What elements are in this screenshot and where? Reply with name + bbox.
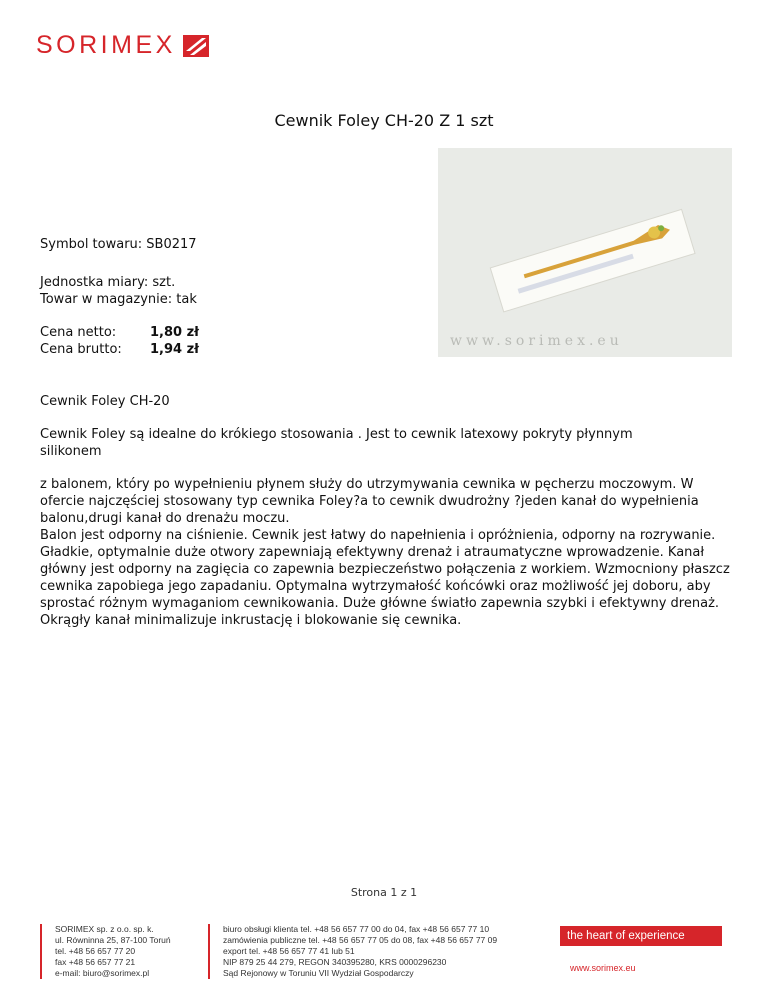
product-title: Cewnik Foley CH-20 Z 1 szt: [274, 111, 494, 130]
sorimex-logo: [36, 31, 210, 60]
footer-contact-details: [208, 924, 497, 979]
footer-line: SORIMEX sp. z o.o. sp. k.: [55, 924, 154, 934]
footer-line: Sąd Rejonowy w Toruniu VII Wydział Gospodarczy: [223, 968, 414, 978]
gross-price-row: [40, 341, 199, 358]
description-paragraph-1: Cewnik Foley są idealne do krókiego stosowania . Jest to cewnik latexowy pokryty płynnym silikonem: [40, 427, 633, 459]
footer-email: e-mail: biuro@sorimex.pl: [55, 968, 150, 978]
unit-of-measure: Jednostka miary: szt.: [40, 275, 176, 290]
product-symbol: Symbol towaru: SB0217: [40, 237, 197, 252]
photo-watermark: www.sorimex.eu: [450, 333, 623, 349]
description-heading: Cewnik Foley CH-20: [40, 394, 170, 409]
logo-mark-icon: [182, 34, 210, 58]
gross-price-label: Cena brutto:: [40, 342, 122, 357]
gross-price-value: 1,94 zł: [150, 342, 199, 357]
footer-line: export tel. +48 56 657 77 41 lub 51: [223, 946, 355, 956]
net-price-row: [40, 324, 199, 341]
description-paragraph-2: z balonem, który po wypełnieniu płynem służy do utrzymywania cewnika w pęcherzu moczowym. W ofercie najczęściej stosowany typ cewnika Foley?a to cewnik dwudrożny ?jeden kanał do wypełnienia balonu,drugi kanał do drenażu moczu.: [40, 477, 699, 526]
footer-line: zamówienia publiczne tel. +48 56 657 77 05 do 08, fax +48 56 657 77 09: [223, 935, 498, 945]
price-block: [40, 324, 199, 358]
description-paragraph-3: Balon jest odporny na ciśnienie. Cewnik jest łatwy do napełnienia i opróżnienia, odporny na rozrywanie. Gładkie, optymalnie duże otwory zapewniają efektywny drenaż i atraumatyczne wprowadzenie. Kanał główny jest odporny na zagięcia co zapewnia bezpieczeństwo połączenia z workiem. Wzmocniony płaszcz cewnika zapobiega jego zapadaniu. Optymalna wytrzymałość końcówki oraz możliwość jej doboru, aby sprostać różnym wymaganiom cewnikowania. Duże główne światło zapewnia szybki i efektywny drenaż. Okrągły kanał minimalizuje inkrustację i blokowanie się cewnika.: [40, 528, 730, 628]
footer-line: tel. +48 56 657 77 20: [55, 946, 136, 956]
net-price-label: Cena netto:: [40, 325, 117, 340]
footer-line: biuro obsługi klienta tel. +48 56 657 77 00 do 04, fax +48 56 657 77 10: [223, 924, 490, 934]
footer-line: fax +48 56 657 77 21: [55, 957, 136, 967]
footer-line: ul. Równinna 25, 87-100 Toruń: [55, 935, 171, 945]
product-photo: [438, 148, 732, 357]
page-number: Strona 1 z 1: [350, 886, 418, 899]
logo-text: SORIMEX: [36, 31, 176, 59]
description-body: [40, 476, 730, 629]
footer-line: NIP 879 25 44 279, REGON 340395280, KRS 0000296230: [223, 957, 447, 967]
stock-status: Towar w magazynie: tak: [40, 292, 197, 307]
footer-tagline: the heart of experience: [560, 926, 722, 946]
net-price-value: 1,80 zł: [150, 325, 199, 340]
footer-website-link[interactable]: www.sorimex.eu: [570, 963, 636, 973]
footer-company-address: [40, 924, 171, 979]
